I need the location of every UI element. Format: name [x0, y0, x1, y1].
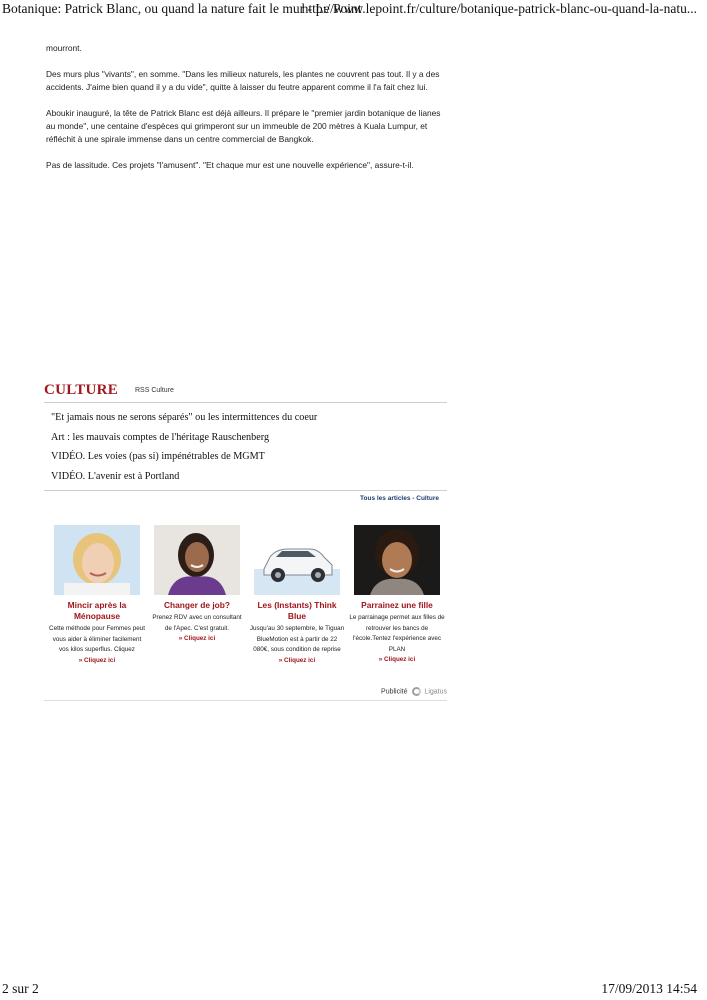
culture-footer: [44, 490, 447, 511]
article-paragraph: Pas de lassitude. Ces projets "l'amusent". "Et chaque mur est une nouvelle expérience", assure-t-il.: [46, 160, 414, 170]
advertising-label: [381, 687, 447, 696]
ad-description: Cette méthode pour Femmes peut vous aider à éliminer facilement vos kilos superflus. Cliquez: [49, 625, 145, 653]
ad-card[interactable]: [349, 525, 445, 666]
page-number: 2 sur 2: [2, 981, 39, 996]
ad-description: Prenez RDV avec un consultant de l'Apec. C'est gratuit.: [152, 614, 242, 632]
ad-title[interactable]: Mincir après la Ménopause: [67, 600, 127, 621]
article-paragraph: mourront.: [46, 43, 82, 53]
page-url: http://www.lepoint.fr/culture/botanique-patrick-blanc-ou-quand-la-natu...: [301, 1, 697, 16]
culture-header: [44, 382, 447, 403]
ad-card[interactable]: [49, 525, 145, 666]
ad-card[interactable]: [149, 525, 245, 645]
article-paragraph: Aboukir inauguré, la tête de Patrick Blanc est déjà ailleurs. Il prépare le "premier jardin botanique de lianes au monde", une centaine d'espèces qui grimperont sur un immeuble de 200 mètres à Kuala Lumpur, et réfléchit à une spirale immense dans un centre commercial de Bangkok.: [46, 108, 441, 144]
ad-image-car[interactable]: [254, 525, 340, 595]
print-footer: [0, 980, 707, 1000]
ad-cta-link[interactable]: » Cliquez ici: [378, 656, 416, 663]
ads-block: [44, 520, 447, 701]
culture-article-list: [44, 408, 447, 486]
publicite-text: Publicité: [381, 688, 408, 696]
culture-article-link[interactable]: Art : les mauvais comptes de l'héritage Rauschenberg: [51, 431, 270, 443]
print-datetime: 17/09/2013 14:54: [601, 981, 697, 996]
ad-title[interactable]: Parrainez une fille: [361, 600, 433, 610]
ad-title[interactable]: Les (Instants) Think Blue: [257, 600, 337, 621]
ad-image-woman-blonde[interactable]: [54, 525, 140, 595]
ad-title[interactable]: Changer de job?: [163, 600, 231, 610]
article-paragraph: Des murs plus "vivants", en somme. "Dans les milieux naturels, les plantes ne couvrent pas tout. Il y a des accidents. J'aime bien quand il y a du vide", quitte à laisser du feutre apparent comme il l'a fait chez lui.: [46, 69, 440, 92]
ad-cta-link[interactable]: » Cliquez ici: [78, 656, 116, 664]
ad-description: Jusqu'au 30 septembre, le Tiguan BlueMotion est à partir de 22 080€, sous condition de reprise: [249, 625, 345, 653]
ad-cta-link[interactable]: » Cliquez ici: [278, 656, 316, 664]
ad-description: Le parrainage permet aux filles de retrouver les bancs de l'école.Tentez l'expérience avec PLAN: [349, 614, 445, 653]
culture-article-link[interactable]: VIDÉO. Les voies (pas si) impénétrables de MGMT: [51, 451, 265, 462]
page-title: Botanique: Patrick Blanc, ou quand la nature fait le mur - Le Point: [2, 1, 362, 16]
ligatus-logo-icon[interactable]: [412, 687, 421, 696]
ligatus-brand[interactable]: Ligatus: [424, 688, 447, 696]
culture-article-link[interactable]: "Et jamais nous ne serons séparés" ou les intermittences du coeur: [51, 412, 318, 423]
culture-article-link[interactable]: VIDÉO. L'avenir est à Portland: [51, 470, 180, 482]
culture-box: [44, 382, 447, 511]
culture-title[interactable]: CULTURE: [44, 382, 119, 398]
rss-culture-link[interactable]: RSS Culture: [135, 387, 174, 394]
ad-image-woman-purple[interactable]: [154, 525, 240, 595]
print-header: [0, 0, 707, 18]
ad-image-girl[interactable]: [354, 525, 440, 595]
ad-card[interactable]: [249, 525, 345, 666]
article-body: [46, 42, 451, 185]
ad-cta-link[interactable]: » Cliquez ici: [178, 635, 216, 642]
all-articles-link[interactable]: Tous les articles - Culture: [360, 495, 439, 502]
